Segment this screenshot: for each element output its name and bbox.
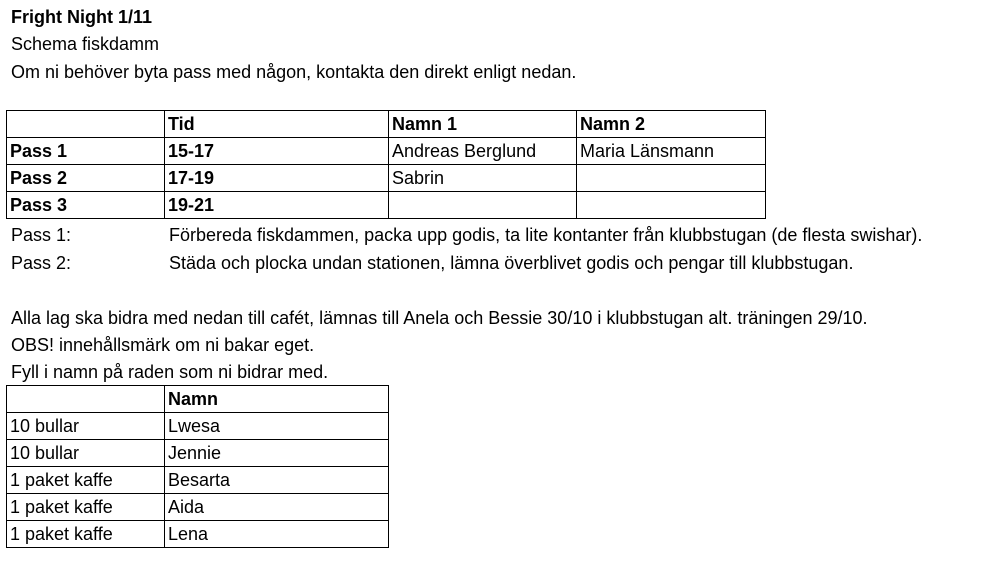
pass-label: Pass 1	[7, 138, 165, 165]
table-row	[7, 521, 389, 548]
schedule-header-namn2: Namn 2	[577, 111, 766, 138]
schedule-table	[6, 110, 766, 219]
contributions-header-row	[7, 386, 389, 413]
contributions-header-namn: Namn	[165, 386, 389, 413]
cafe-instruction: Alla lag ska bidra med nedan till cafét, lämnas till Anela och Bessie 30/10 i klubbstugan alt. träningen 29/10.	[11, 308, 868, 328]
pass-label: Pass 2	[7, 165, 165, 192]
contributor-name-cell[interactable]: Besarta	[165, 467, 389, 494]
note-text: Förbereda fiskdammen, packa upp godis, ta lite kontanter från klubbstugan (de flesta swishar).	[169, 225, 923, 245]
contributions-table	[6, 385, 389, 548]
name-2-cell[interactable]	[577, 165, 766, 192]
pass-time: 15-17	[165, 138, 389, 165]
pass-time: 17-19	[165, 165, 389, 192]
table-row	[7, 165, 766, 192]
page-subtitle: Schema fiskdamm	[11, 34, 160, 54]
table-row	[7, 138, 766, 165]
schedule-header-cell	[7, 111, 165, 138]
table-row	[7, 413, 389, 440]
table-row	[7, 467, 389, 494]
instruction-text: Om ni behöver byta pass med någon, kontakta den direkt enligt nedan.	[11, 62, 577, 82]
note-label: Pass 1:	[11, 225, 72, 245]
note-label: Pass 2:	[11, 253, 72, 273]
table-row	[7, 192, 766, 219]
contributor-name-cell[interactable]: Lena	[165, 521, 389, 548]
item-cell: 10 bullar	[7, 440, 165, 467]
item-cell: 10 bullar	[7, 413, 165, 440]
pass-label: Pass 3	[7, 192, 165, 219]
note-text: Städa och plocka undan stationen, lämna överblivet godis och pengar till klubbstugan.	[169, 253, 854, 273]
item-cell: 1 paket kaffe	[7, 521, 165, 548]
schedule-header-tid: Tid	[165, 111, 389, 138]
name-2-cell[interactable]	[577, 192, 766, 219]
cafe-fill-instruction: Fyll i namn på raden som ni bidrar med.	[11, 362, 329, 382]
name-1-cell[interactable]: Andreas Berglund	[389, 138, 577, 165]
pass-time: 19-21	[165, 192, 389, 219]
contributor-name-cell[interactable]: Jennie	[165, 440, 389, 467]
schedule-header-namn1: Namn 1	[389, 111, 577, 138]
name-1-cell[interactable]: Sabrin	[389, 165, 577, 192]
contributions-header-cell	[7, 386, 165, 413]
cafe-note: OBS! innehållsmärk om ni bakar eget.	[11, 335, 315, 355]
name-2-cell[interactable]: Maria Länsmann	[577, 138, 766, 165]
name-1-cell[interactable]	[389, 192, 577, 219]
table-row	[7, 440, 389, 467]
contributor-name-cell[interactable]: Lwesa	[165, 413, 389, 440]
item-cell: 1 paket kaffe	[7, 467, 165, 494]
schedule-header-row	[7, 111, 766, 138]
item-cell: 1 paket kaffe	[7, 494, 165, 521]
contributor-name-cell[interactable]: Aida	[165, 494, 389, 521]
table-row	[7, 494, 389, 521]
page-title: Fright Night 1/11	[11, 7, 153, 27]
